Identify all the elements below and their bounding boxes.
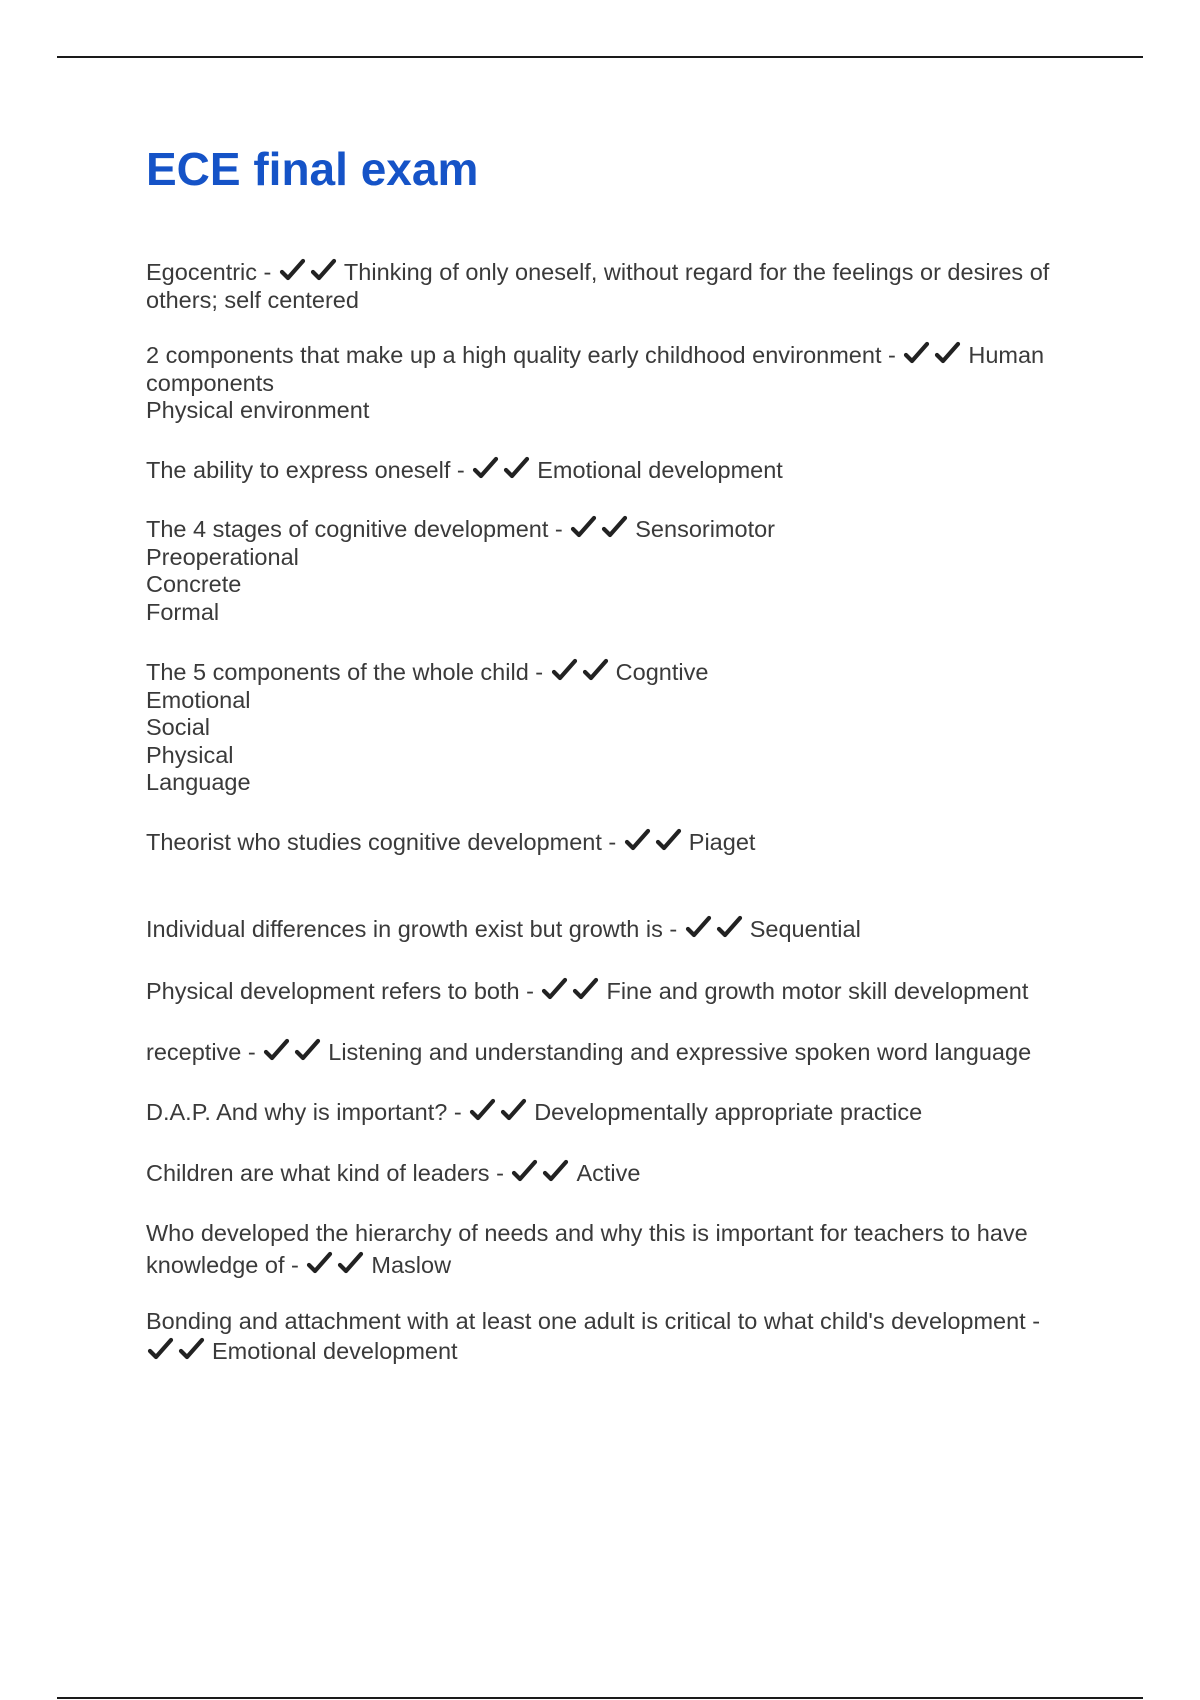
answer-text: Physical: [146, 741, 234, 768]
footer-rule: [57, 1697, 1143, 1699]
document-title: ECE final exam: [146, 143, 479, 195]
answer-text: Physical environment: [146, 397, 370, 423]
answer-text: Active: [576, 1160, 641, 1186]
double-check-icon: [684, 915, 750, 941]
answer-text: Piaget: [688, 828, 756, 855]
question-text: Bonding and attachment with at least one adult is critical to what child's development: [146, 1307, 1026, 1334]
answer-text: Emotional development: [212, 1337, 458, 1364]
double-check-icon: [305, 1251, 371, 1277]
answer-text: Sensorimotor: [635, 516, 775, 542]
list-item: Physical development refers to both - Fine and growth motor skill development: [146, 977, 1029, 1004]
double-check-icon: [278, 258, 344, 284]
answer-text: Listening and understanding and expressive spoken word language: [328, 1039, 1032, 1065]
list-item: Who developed the hierarchy of needs and why this is important for teachers to have knowledge of - Maslow: [146, 1217, 1076, 1281]
answer-text: others; self centered: [146, 286, 359, 313]
list-item: 2 components that make up a high quality early childhood environment - Human components Physical environment: [146, 341, 1076, 425]
list-item: The 5 components of the whole child - Cogntive Emotional Social Physical Language: [146, 658, 1076, 797]
double-check-icon: [471, 456, 537, 482]
answer-text: Sequential: [749, 916, 861, 942]
question-text: D.A.P. And why is important?: [146, 1098, 448, 1125]
header-rule: [57, 56, 1143, 58]
question-text: Individual differences in growth exist but growth is: [146, 916, 663, 942]
answer-text: Preoperational: [146, 543, 299, 570]
answer-text: Developmentally appropriate practice: [534, 1098, 923, 1125]
question-text: The 5 components of the whole child: [146, 659, 529, 685]
answer-text: Maslow: [371, 1251, 452, 1278]
double-check-icon: [468, 1098, 534, 1124]
question-text: Physical development refers to both: [146, 977, 520, 1004]
question-text: Children are what kind of leaders: [146, 1160, 490, 1186]
list-item: Individual differences in growth exist but growth is - Sequential: [146, 916, 861, 942]
answer-text: Human: [968, 342, 1045, 368]
double-check-icon: [569, 515, 635, 541]
answer-text: components: [146, 369, 275, 396]
list-item: The ability to express oneself - Emotional development: [146, 456, 783, 483]
answer-text: Formal: [146, 598, 220, 625]
double-check-icon: [540, 977, 606, 1003]
answer-text: Fine and growth motor skill development: [606, 977, 1029, 1004]
list-item: The 4 stages of cognitive development - Sensorimotor Preoperational Concrete Formal: [146, 515, 1076, 626]
list-item: Bonding and attachment with at least one adult is critical to what child's development - Emotional development: [146, 1307, 1041, 1364]
answer-text: Emotional: [146, 686, 251, 713]
question-text: The 4 stages of cognitive development: [146, 516, 549, 542]
question-text: receptive: [146, 1039, 242, 1065]
question-text: The ability to express oneself: [146, 456, 451, 483]
answer-text: Language: [146, 769, 251, 795]
answer-text: Thinking of only oneself, without regard for the feelings or desires of: [343, 259, 1050, 285]
double-check-icon: [262, 1038, 328, 1064]
answer-text: Social: [146, 714, 211, 740]
double-check-icon: [550, 658, 616, 684]
question-text: Egocentric: [146, 259, 258, 285]
list-item: receptive - Listening and understanding and expressive spoken word language: [146, 1039, 1032, 1065]
flashcard-list: [146, 258, 1076, 1366]
question-text: 2 components that make up a high quality early childhood environment: [146, 342, 882, 368]
double-check-icon: [146, 1337, 212, 1363]
double-check-icon: [902, 341, 968, 367]
list-item: Theorist who studies cognitive development - Piaget: [146, 828, 756, 855]
question-text: knowledge of: [146, 1251, 285, 1278]
question-text: Who developed the hierarchy of needs and why this is important for teachers to have: [146, 1219, 1028, 1246]
double-check-icon: [623, 828, 689, 854]
double-check-icon: [510, 1159, 576, 1185]
answer-text: Emotional development: [537, 456, 783, 483]
list-item: D.A.P. And why is important? - Developmentally appropriate practice: [146, 1098, 923, 1125]
answer-text: Cogntive: [615, 659, 709, 685]
list-item: Egocentric - Thinking of only oneself, without regard for the feelings or desires of others; self centered: [146, 258, 1076, 314]
list-item: Children are what kind of leaders - Active: [146, 1160, 641, 1186]
answer-text: Concrete: [146, 571, 242, 597]
question-text: Theorist who studies cognitive development: [146, 828, 602, 855]
